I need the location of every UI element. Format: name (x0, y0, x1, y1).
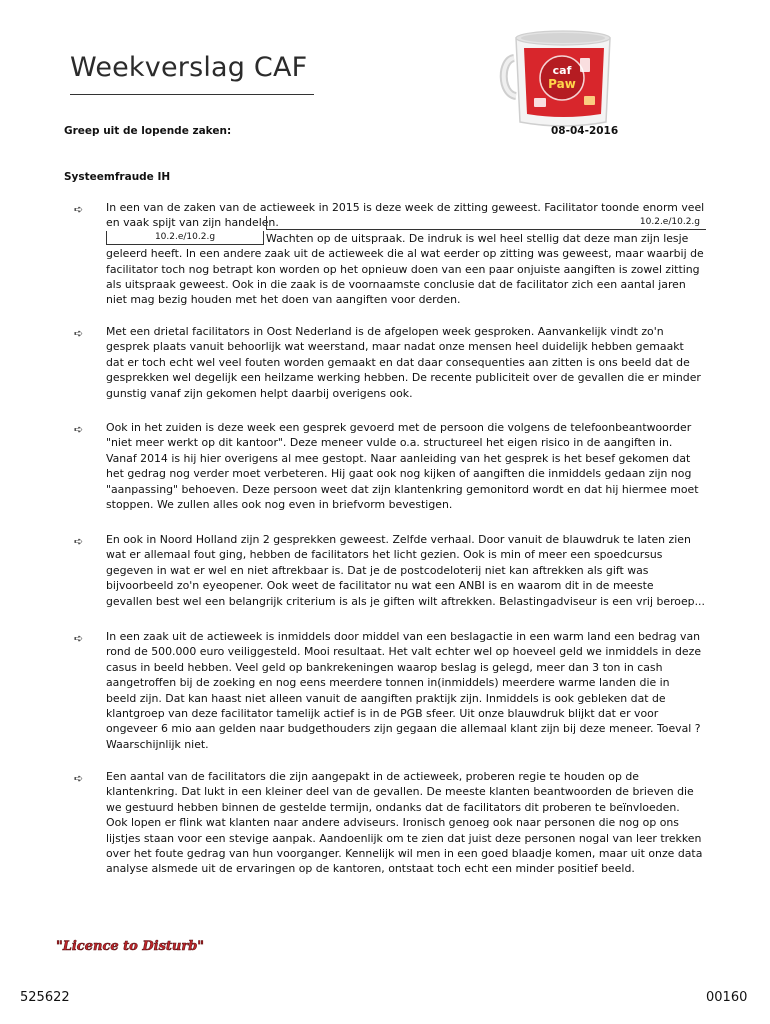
mug-brand-line2: Paw (548, 77, 576, 91)
footer-document-number: 525622 (20, 990, 70, 1005)
paragraph-line: gevallen best wel een belangrijk criterium is als je giften wilt aftrekken. Belastingadviseur is een vrij beroep... (106, 594, 705, 608)
paragraph-line: analyse alsmede uit de ervaringen op de kantoren, ontstaat toch echt een minder positief beeld. (106, 862, 635, 876)
paragraph-line: niet mag bezig houden met het doen van aangiften voor derden. (106, 293, 461, 307)
caf-mug-logo (500, 18, 626, 130)
paragraph-line: facilitator toch nog betrapt kon worden op het opnieuw doen van een paar onjuiste aangiften is zowel zitting (106, 262, 700, 276)
redaction-box (106, 231, 264, 245)
arrow-bullet-icon: ➪ (74, 423, 84, 436)
paragraph-line: Waarschijnlijk niet. (106, 737, 209, 751)
arrow-bullet-icon: ➪ (74, 632, 84, 645)
paragraph-line: gesprek plaats vanuit behoorlijk wat weerstand, maar nadat onze mensen heel duidelijk hebben gemaakt (106, 340, 684, 354)
mug-brand-line1: caf (552, 64, 572, 77)
paragraph-line: geleerd heeft. In een andere zaak uit de actieweek die al wat eerder op zitting was geweest, maar waarbij de (106, 247, 704, 261)
paragraph-line: bijvoorbeeld zo'n eyeopener. Ook weet de facilitator nu wat een ANBI is en waarom dit in de meeste (106, 579, 654, 593)
paragraph-line: stoppen. We zullen alles ook nog even in briefvorm bevestigen. (106, 498, 453, 512)
paragraph-line: beeld zijn. Dat kan haast niet alleen vanuit de aangiften praktijk zijn. Inmiddels is ook gebleken dat de (106, 691, 666, 705)
paragraph-line: aangetroffen bij de zoeking en nog eens meerdere tonnen in(inmiddels) meerdere warme landen die in (106, 676, 670, 690)
paragraph-line: In een van de zaken van de actieweek in 2015 is deze week de zitting geweest. Facilitator toonde enorm veel (106, 201, 705, 214)
paragraph-line: Een aantal van de facilitators die zijn aangepakt in de actieweek, proberen regie te houden op de (106, 770, 639, 783)
paragraph-line: we gestuurd hebben binnen de gestelde termijn, ondanks dat de facilitators dit proberen te beïnvloeden. (106, 800, 680, 814)
paragraph-line: rond de 500.000 euro veiliggesteld. Mooi resultaat. Het valt echter wel op hoeveel geld we inmiddels in deze (106, 645, 702, 659)
arrow-bullet-icon: ➪ (74, 327, 84, 340)
arrow-bullet-icon: ➪ (74, 535, 84, 548)
paragraph-line: klantenkring. Dat lukt in een kleiner deel van de gevallen. De meeste klanten beantwoorden de brieven die (106, 785, 694, 799)
paragraph-4 (106, 532, 710, 609)
paragraph-line: En ook in Noord Holland zijn 2 gesprekken geweest. Zelfde verhaal. Door vanuit de blauwdruk te laten zien (106, 533, 691, 546)
section-heading: Systeemfraude IH (64, 171, 171, 183)
paragraph-line: klantgroep van deze facilitator tamelijk actief is in de PGB sfeer. Uit onze blauwdruk blijkt dat er voor (106, 707, 659, 721)
paragraph-6 (106, 769, 710, 877)
paragraph-line: dat er toch echt wel veel fouten worden gemaakt en dat daar consequenties aan zitten is ons beeld dat de (106, 355, 690, 369)
report-date: 08-04-2016 (551, 125, 619, 137)
paragraph-line: gunstig vanaf zijn gekomen helpt daarbij overigens ook. (106, 386, 413, 400)
paragraph-line: "aanpassing" behoeven. Deze persoon weet dat zijn klantenkring gemonitord wordt en dat hij hiermee moet (106, 482, 699, 496)
paragraph-line: en vaak spijt van zijn handelen. (106, 216, 279, 230)
paragraph-line: gegeven in wat er wel en niet aftrekbaar is. Dat je de postcodeloterij niet kan aftrekken als gift was (106, 563, 649, 577)
paragraph-line: casus in beeld hebben. Veel geld op bankrekeningen waarop beslag is gelegd, meer dan 3 ton in cash (106, 660, 663, 674)
redaction-box (266, 216, 706, 230)
stamp-text: "Licence to Disturb" (55, 939, 205, 954)
paragraph-line: ongeveer 6 mio aan gelden naar budgethouders zijn gegaan die allemaal klant zijn bij deze meneer. Toeval ? (106, 722, 701, 736)
paragraph-line: het gedrag nog verder moet verbeteren. Hij gaat ook nog kijken of aangiften die inmiddels gedaan zijn nog (106, 467, 692, 481)
paragraph-line: Met een drietal facilitators in Oost Nederland is de afgelopen week gesproken. Aanvankelijk vindt zo'n (106, 325, 664, 338)
paragraph-line: lijstjes staan voor een stevige aanpak. Aandoenlijk om te zien dat juist deze personen nogal van leer trekken (106, 831, 702, 845)
paragraph-line: Wachten op de uitspraak. De indruk is wel heel stellig dat deze man zijn lesje (266, 231, 689, 245)
paragraph-5 (106, 629, 710, 752)
footer-page-number: 00160 (706, 990, 748, 1005)
paragraph-line: wat er allemaal fout ging, hebben de facilitators het licht gezien. Ook is min of meer een spoedcursus (106, 548, 663, 562)
arrow-bullet-icon: ➪ (74, 203, 84, 216)
document-title: Weekverslag CAF (70, 52, 308, 83)
paragraph-line: gesprekken wel degelijk een heilzame werking hebben. De recente publiciteit over de gevallen die er minder (106, 371, 701, 385)
title-underline (70, 94, 314, 95)
paragraph-line: In een zaak uit de actieweek is inmiddels door middel van een beslagactie in een warm land een bedrag van (106, 630, 701, 643)
paragraph-line: over het foute gedrag van hun voorganger. Kennelijk wil men in een goed blaadje komen, maar uit onze data (106, 847, 703, 861)
paragraph-line: Ook lopen er flink wat klanten naar andere adviseurs. Ironisch genoeg ook naar personen die nog op ons (106, 816, 679, 830)
redaction-code: 10.2.e/10.2.g (639, 217, 700, 227)
redaction-code: 10.2.e/10.2.g (154, 232, 216, 242)
paragraph-2 (106, 324, 710, 401)
paragraph-line: Ook in het zuiden is deze week een gesprek gevoerd met de persoon die volgens de telefoonbeantwoorder (106, 421, 692, 434)
paragraph-line: als uitspraak geweest. Ook in die zaak is de voornaamste conclusie dat de facilitator zich een aantal jaren (106, 278, 686, 292)
paragraph-line: Vanaf 2014 is hij hier overigens al mee gestopt. Naar aanleiding van het gesprek is het besef gekomen dat (106, 451, 691, 465)
paragraph-line: "niet meer werkt op dit kantoor". Deze meneer vulde o.a. structureel het eigen risico in de aangiften in. (106, 436, 673, 450)
arrow-bullet-icon: ➪ (74, 772, 84, 785)
subheading: Greep uit de lopende zaken: (64, 125, 232, 137)
paragraph-3 (106, 420, 710, 512)
licence-to-disturb-stamp (55, 930, 205, 960)
